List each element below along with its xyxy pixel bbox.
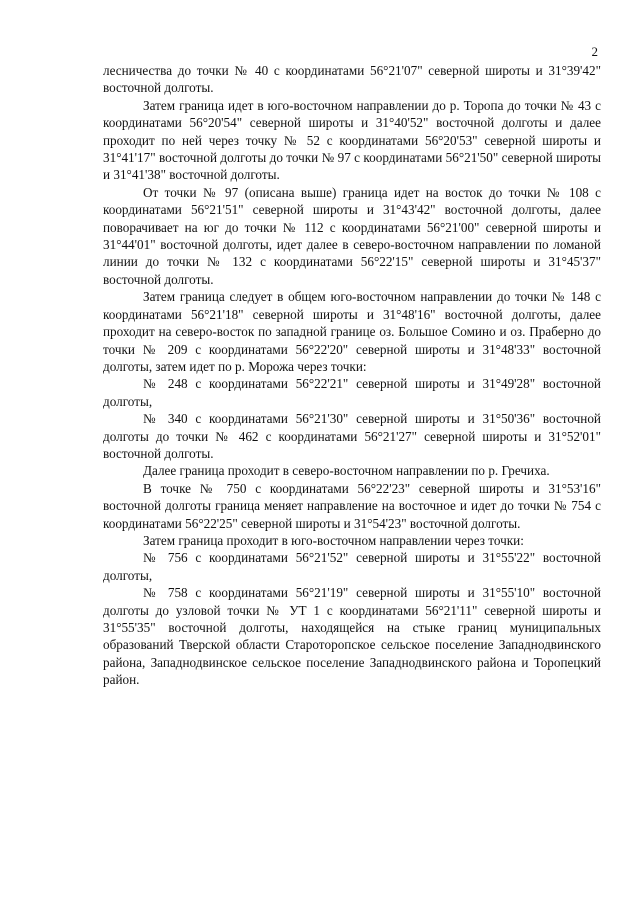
paragraph: Затем граница следует в общем юго-восточном направлении до точки № 148 с координатами 56°21'18" северной широты и 31°48'16" восточной долготы, далее проходит на северо-восток по западной границе оз. Большое Сомино и оз. Праберно до точки № 209 с координатами 56°22'20" северной широты и 31°48'33" восточной долготы, затем идет по р. Морожа через точки: xyxy=(103,289,601,374)
document-body xyxy=(103,62,601,689)
page-number: 2 xyxy=(591,44,598,59)
paragraph: № 248 с координатами 56°22'21" северной широты и 31°49'28" восточной долготы, xyxy=(103,376,601,409)
paragraph: № 340 с координатами 56°21'30" северной широты и 31°50'36" восточной долготы до точки № 462 с координатами 56°21'27" северной широты и 31°52'01" восточной долготы. xyxy=(103,411,601,461)
paragraph: № 758 с координатами 56°21'19" северной широты и 31°55'10" восточной долготы до узловой точки № УТ 1 с координатами 56°21'11" северной широты и 31°55'35" восточной долготы, находящейся на стыке границ муниципальных образований Тверской области Старотoропское сельское поселение Западнодвинского района, Западнодвинское сельское поселение Западнодвинского района и Торопецкий район. xyxy=(103,585,601,688)
paragraph: Далее граница проходит в северо-восточном направлении по р. Гречиха. xyxy=(143,463,550,479)
paragraph: № 756 с координатами 56°21'52" северной широты и 31°55'22" восточной долготы, xyxy=(103,550,601,583)
paragraph: лесничества до точки № 40 с координатами 56°21'07" северной широты и 31°39'42" восточной долготы. xyxy=(103,63,601,96)
paragraph: Затем граница идет в юго-восточном направлении до р. Торопа до точки № 43 с координатами 56°20'54" северной широты и 31°40'52" восточной долготы и далее проходит по ней через точку № 52 с координатами 56°20'53" северной широты и 31°41'17" восточной долготы до точки № 97 с координатами 56°21'50" северной широты и 31°41'38" восточной долготы. xyxy=(103,97,601,183)
paragraph: В точке № 750 с координатами 56°22'23" северной широты и 31°53'16" восточной долготы граница меняет направление на восточное и идет до точки № 754 с координатами 56°22'25" северной широты и 31°54'23" восточной долготы. xyxy=(103,480,601,531)
paragraph: Затем граница проходит в юго-восточном направлении через точки: xyxy=(143,532,524,548)
paragraph: От точки № 97 (описана выше) граница идет на восток до точки № 108 с координатами 56°21'51" северной широты и 31°43'42" восточной долготы, далее поворачивает на юг до точки № 112 с координатами 56°21'00" северной широты и 31°44'01" восточной долготы, идет далее в северо-восточном направлении по ломаной линии до точки № 132 с координатами 56°22'15" северной широты и 31°45'37" восточной долготы. xyxy=(103,184,601,287)
